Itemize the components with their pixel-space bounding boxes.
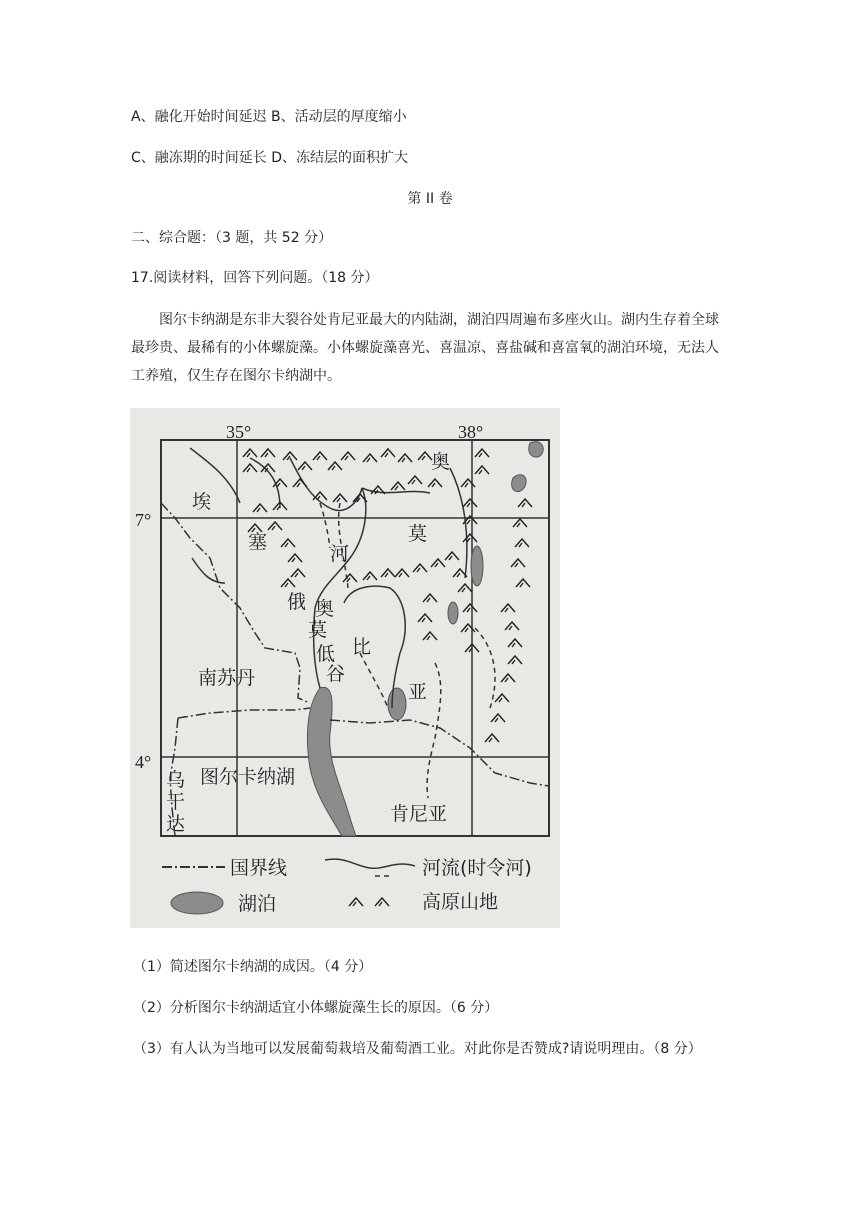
highland-mark [291, 569, 305, 577]
highland-mark [268, 522, 282, 530]
highland-mark [501, 604, 515, 612]
lat-label-4: 4° [135, 752, 152, 772]
option-line-ab: A、融化开始时间延迟 B、活动层的厚度缩小 [131, 109, 407, 125]
highland-mark [363, 572, 377, 580]
border-ethiopia-kenya [330, 720, 549, 786]
place-uganda-3: 达 [166, 813, 186, 835]
highland-mark [463, 499, 477, 507]
highland-mark [461, 479, 475, 487]
highland-mark [508, 639, 522, 647]
highland-mark [398, 454, 412, 462]
legend-river-label: 河流(时令河) [422, 857, 532, 879]
place-valley-1: 奥 [315, 598, 335, 620]
highland-mark [281, 539, 295, 547]
highland-mark [445, 552, 459, 560]
place-valley-4: 谷 [326, 663, 346, 685]
highland-mark [381, 449, 395, 457]
place-uganda-2: 干 [166, 791, 186, 813]
section-heading: 二、综合题：（3 题，共 52 分） [131, 230, 333, 246]
highland-mark [408, 476, 422, 484]
lake-ziway [512, 475, 526, 492]
volume-heading: 第 II 卷 [407, 191, 453, 207]
place-ethiopia-2: 塞 [248, 531, 268, 553]
lat-label-7: 7° [135, 510, 152, 530]
highland-mark [501, 674, 515, 682]
highland-mark [391, 482, 405, 490]
question-17-passage: 图尔卡纳湖是东非大裂谷处肯尼亚最大的内陆湖，湖泊四周遍布多座火山。湖内生存着全球最珍贵、最稀有的小体螺旋藻。小体螺旋藻喜光、喜温凉、喜盐碱和喜富氧的湖泊环境，无法人工养殖，仅生存在图尔卡纳湖中。 [131, 312, 719, 384]
place-omo-1: 奥 [431, 451, 451, 473]
option-line-cd: C、融冻期的时间延长 D、冻结层的面积扩大 [131, 150, 409, 166]
place-ethiopia-5: 亚 [408, 681, 428, 703]
highland-mark [508, 656, 522, 664]
place-ethiopia-3: 俄 [287, 591, 307, 613]
highland-mark [463, 534, 477, 542]
legend-lake-symbol [171, 892, 223, 914]
river-west [192, 558, 225, 583]
highland-mark [485, 734, 499, 742]
highland-mark [418, 452, 432, 460]
place-ethiopia-1: 埃 [192, 491, 212, 513]
question-17-title: 17.阅读材料，回答下列问题。（18 分） [131, 270, 379, 286]
highland-mark [298, 462, 312, 470]
legend-lake-label: 湖泊 [238, 893, 277, 915]
highland-mark [418, 614, 432, 622]
highland-mark [513, 519, 527, 527]
lake-chew-bahir [388, 688, 406, 720]
highland-mark [475, 449, 489, 457]
highland-mark [343, 574, 357, 582]
turkana-map [130, 408, 560, 928]
highland-mark [349, 898, 363, 906]
river-north-2 [250, 458, 280, 508]
subquestion-2: （2）分析图尔卡纳湖适宜小体螺旋藻生长的原因。（6 分） [133, 1000, 499, 1016]
highland-mark [395, 569, 409, 577]
lake-koka [529, 442, 544, 457]
highland-mark [461, 624, 475, 632]
legend-highland-symbol [349, 898, 389, 906]
place-valley-2: 莫 [308, 619, 328, 641]
highland-mark [423, 632, 437, 640]
highland-mark [313, 452, 327, 460]
lake-chamo [448, 602, 458, 624]
lake-abaya [471, 546, 483, 586]
highland-mark [515, 539, 529, 547]
legend-river-symbol [325, 859, 415, 868]
highland-mark [381, 569, 395, 577]
highland-mark [328, 462, 342, 470]
highland-mark [288, 554, 302, 562]
place-kenya: 肯尼亚 [390, 803, 448, 825]
seasonal-river-2 [360, 653, 388, 708]
highland-mark [423, 594, 437, 602]
highland-mark [261, 449, 275, 457]
highland-mark [458, 584, 472, 592]
highland-mark [333, 494, 347, 502]
seasonal-river-3 [427, 663, 441, 798]
border-southsudan-kenya [178, 708, 310, 718]
lon-label-35: 35° [226, 422, 252, 442]
place-south-sudan: 南苏丹 [198, 667, 256, 689]
highland-mark [363, 454, 377, 462]
seasonal-river-4 [475, 628, 495, 708]
seasonal-river-5 [320, 503, 330, 548]
highland-mark [243, 464, 257, 472]
highland-mark [428, 479, 442, 487]
highland-mark [511, 559, 525, 567]
legend-highland-label: 高原山地 [422, 891, 499, 913]
place-valley-3: 低 [316, 643, 336, 665]
highland-mark [413, 564, 427, 572]
place-uganda-1: 乌 [166, 769, 186, 791]
highland-mark [243, 449, 257, 457]
lon-label-38: 38° [458, 422, 484, 442]
place-omo-2: 莫 [408, 523, 428, 545]
highland-mark [281, 579, 295, 587]
highland-mark [495, 694, 509, 702]
place-river-char: 河 [330, 543, 350, 565]
highland-mark [431, 559, 445, 567]
map-legend [162, 857, 532, 915]
highland-mark [518, 499, 532, 507]
lake-turkana [307, 687, 356, 836]
highland-mark [253, 504, 267, 512]
place-turkana: 图尔卡纳湖 [200, 766, 296, 788]
highland-mark [463, 604, 477, 612]
highland-mark [375, 898, 389, 906]
place-ethiopia-4: 比 [352, 636, 372, 658]
highland-mark [516, 579, 530, 587]
legend-border-label: 国界线 [230, 857, 288, 879]
highland-mark [491, 714, 505, 722]
highland-mark [505, 622, 519, 630]
subquestion-1: （1）简述图尔卡纳湖的成因。（4 分） [133, 959, 373, 975]
highland-mark [475, 466, 489, 474]
highland-mark [341, 452, 355, 460]
subquestion-3: （3）有人认为当地可以发展葡萄栽培及葡萄酒工业。对此你是否赞成?请说明理由。（8 分） [133, 1041, 702, 1057]
highland-mark [313, 492, 327, 500]
